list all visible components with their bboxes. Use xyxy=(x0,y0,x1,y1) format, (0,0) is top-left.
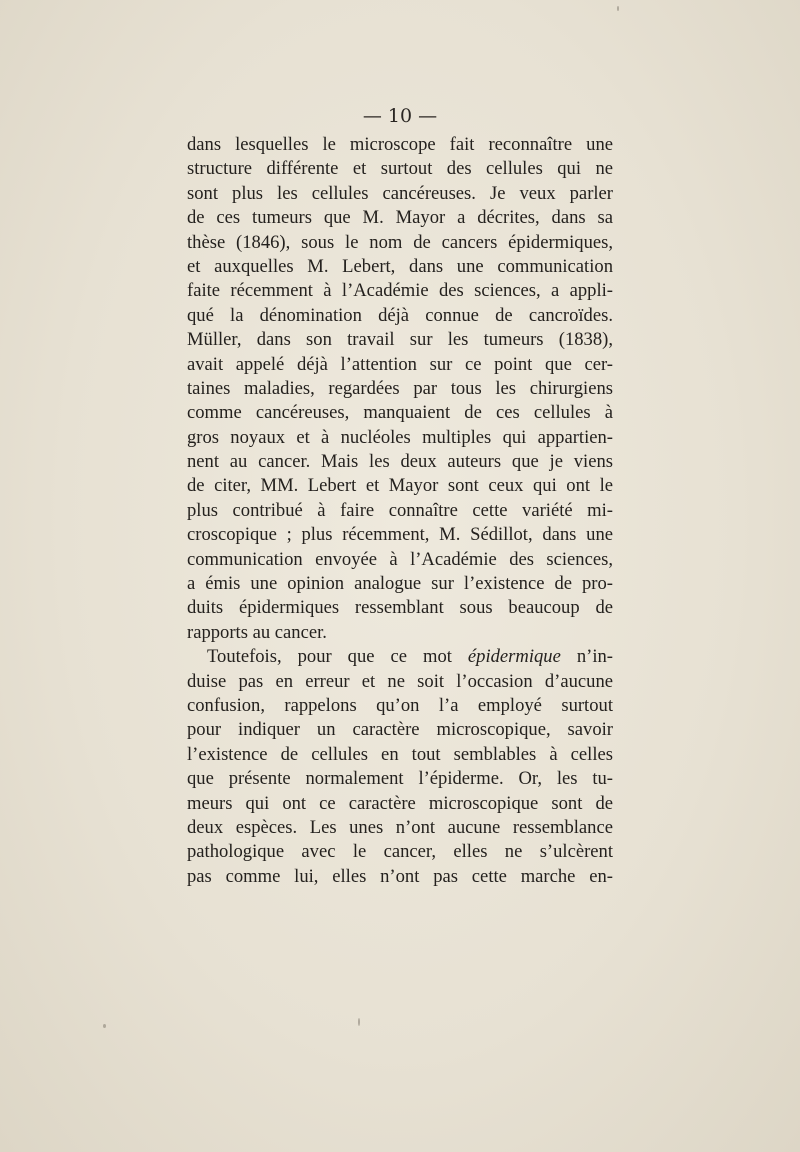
italic-term: épidermique xyxy=(467,646,561,668)
text-line: et auxquelles M. Lebert, dans une communication xyxy=(187,255,613,277)
paper-speck xyxy=(103,1024,106,1028)
text-line: deux espèces. Les unes n’ont aucune ressemblance xyxy=(187,816,613,838)
text-line: rapports au cancer. xyxy=(187,621,327,643)
text-line: duise pas en erreur et ne soit l’occasion d’aucune xyxy=(187,670,613,692)
text-line: plus contribué à faire connaître cette variété mi- xyxy=(187,499,613,521)
text-line: thèse (1846), sous le nom de cancers épidermiques, xyxy=(187,231,613,253)
paper-speck xyxy=(358,1018,360,1026)
page-number: — 10 — xyxy=(362,105,438,127)
text-line: sont plus les cellules cancéreuses. Je veux parler xyxy=(187,182,613,204)
text-line: que présente normalement l’épiderme. Or, les tu- xyxy=(187,768,613,790)
paper-speck xyxy=(617,6,619,11)
text-line: pathologique avec le cancer, elles ne s’ulcèrent xyxy=(187,841,613,863)
text-line: avait appelé déjà l’attention sur ce point que cer- xyxy=(187,353,613,375)
paragraph-1 xyxy=(187,133,613,645)
text-run: n’in- xyxy=(560,646,613,668)
text-line: de ces tumeurs que M. Mayor a décrites, dans sa xyxy=(187,207,613,229)
text-line: de citer, MM. Lebert et Mayor sont ceux qui ont le xyxy=(187,475,613,497)
text-line: dans lesquelles le microscope fait reconnaître une xyxy=(187,134,613,155)
text-line: comme cancéreuses, manquaient de ces cellules à xyxy=(187,402,613,424)
text-line: gros noyaux et à nucléoles multiples qui appartien- xyxy=(187,426,613,448)
text-line xyxy=(187,645,613,669)
text-line: duits épidermiques ressemblant sous beaucoup de xyxy=(187,597,613,619)
text-line: communication envoyée à l’Académie des sciences, xyxy=(187,548,613,570)
text-line: confusion, rappelons qu’on l’a employé surtout xyxy=(187,694,613,716)
text-line: taines maladies, regardées par tous les chirurgiens xyxy=(187,377,613,399)
text-run: Toutefois, pour que ce mot xyxy=(207,646,468,668)
paragraph-2 xyxy=(187,645,613,889)
body-text xyxy=(187,133,613,889)
text-line: nent au cancer. Mais les deux auteurs que je viens xyxy=(187,451,613,473)
text-line: Müller, dans son travail sur les tumeurs (1838), xyxy=(187,329,613,351)
text-line: faite récemment à l’Académie des sciences, a appli- xyxy=(187,280,613,302)
text-line: l’existence de cellules en tout semblables à celles xyxy=(187,743,613,765)
text-line: qué la dénomination déjà connue de cancroïdes. xyxy=(187,304,613,326)
text-line: pas comme lui, elles n’ont pas cette marche en- xyxy=(187,865,613,887)
text-line: structure différente et surtout des cellules qui ne xyxy=(187,158,613,180)
text-line: a émis une opinion analogue sur l’existence de pro- xyxy=(187,573,613,595)
text-line: pour indiquer un caractère microscopique, savoir xyxy=(187,719,613,741)
text-line: croscopique ; plus récemment, M. Sédillot, dans une xyxy=(187,524,613,546)
text-line: meurs qui ont ce caractère microscopique sont de xyxy=(187,792,613,814)
